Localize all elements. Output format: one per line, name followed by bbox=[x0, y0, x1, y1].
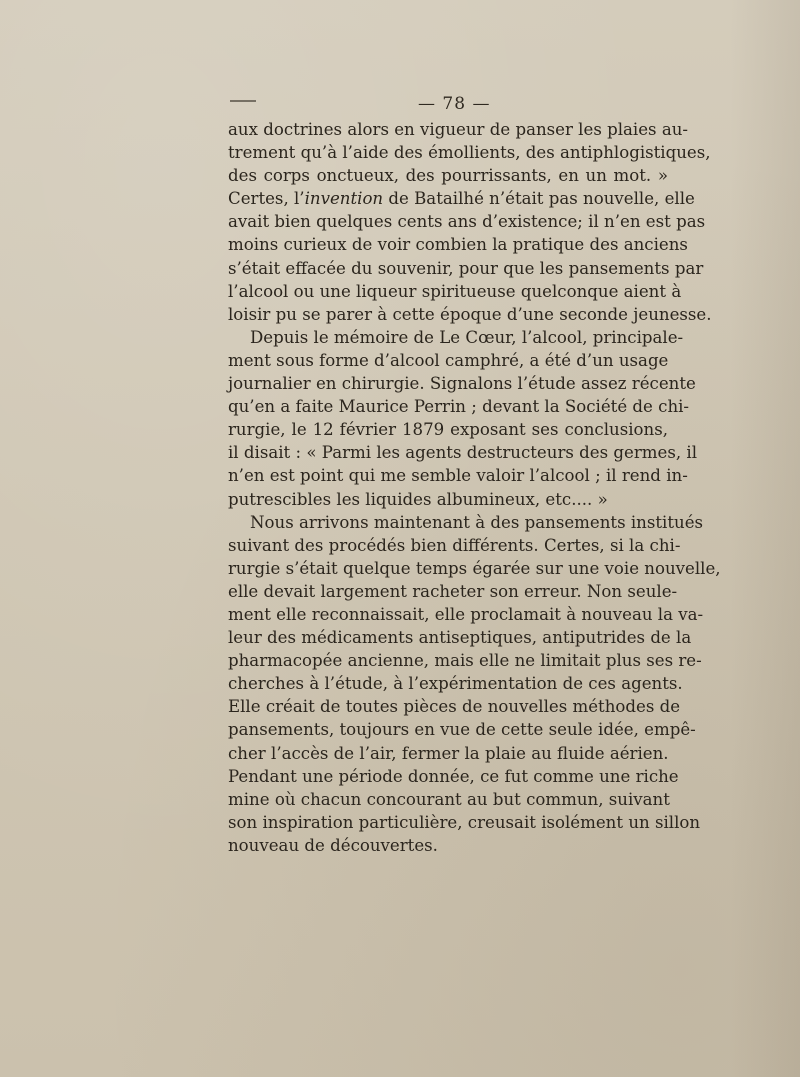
text-line: Elle créait de toutes pièces de nouvelles méthodes de bbox=[228, 697, 681, 717]
text-line: qu’en a faite Maurice Perrin ; devant la Société de chi- bbox=[228, 397, 690, 417]
text-line: avait bien quelques cents ans d’existence; il n’en est pas bbox=[228, 212, 706, 232]
text-line: il disait : « Parmi les agents destructeurs des germes, il bbox=[228, 443, 698, 463]
text-line: ment elle reconnaissait, elle proclamait à nouveau la va- bbox=[228, 604, 704, 624]
text-line: l’alcool ou une liqueur spiritueuse quelconque aient à bbox=[228, 281, 682, 301]
text-line: moins curieux de voir combien la pratique des anciens bbox=[228, 235, 688, 255]
text-line: n’en est point qui me semble valoir l’alcool ; il rend in- bbox=[228, 466, 688, 486]
text-line: Pendant une période donnée, ce fut comme une riche bbox=[228, 766, 679, 786]
italic-word: invention bbox=[304, 189, 384, 209]
body-text bbox=[228, 118, 721, 857]
text-line: mine où chacun concourant au but commun, suivant bbox=[228, 789, 670, 809]
text-line: suivant des procédés bien différents. Certes, si la chi- bbox=[228, 535, 681, 555]
text-line: cherches à l’étude, à l’expérimentation de ces agents. bbox=[228, 674, 683, 694]
text-segment: de Batailhé n’était pas nouvelle, elle bbox=[383, 189, 695, 209]
text-line bbox=[228, 187, 695, 210]
text-segment: Certes, l’ bbox=[228, 189, 305, 209]
text-line: trement qu’à l’aide des émollients, des antiphlogistiques, bbox=[228, 143, 711, 163]
text-line: elle devait largement racheter son erreur. Non seule- bbox=[228, 581, 678, 601]
text-line: des corps onctueux, des pourrissants, en un mot. » bbox=[228, 166, 668, 186]
text-line: pharmacopée ancienne, mais elle ne limitait plus ses re- bbox=[228, 651, 702, 671]
text-line: aux doctrines alors en vigueur de panser les plaies au- bbox=[228, 120, 689, 139]
text-line: putrescibles les liquides albumineux, etc.... » bbox=[228, 489, 608, 509]
text-line: ment sous forme d’alcool camphré, a été d’un usage bbox=[228, 350, 669, 370]
text-line: nouveau de découvertes. bbox=[228, 835, 438, 855]
ink-mark bbox=[230, 100, 256, 102]
text-line: Depuis le mémoire de Le Cœur, l’alcool, principale- bbox=[250, 327, 684, 347]
page-number: — 78 — bbox=[418, 94, 491, 114]
text-line: rurgie s’était quelque temps égarée sur une voie nouvelle, bbox=[228, 558, 721, 578]
text-line: pansements, toujours en vue de cette seule idée, empê- bbox=[228, 720, 696, 740]
text-line: rurgie, le 12 février 1879 exposant ses conclusions, bbox=[228, 420, 668, 440]
text-line: son inspiration particulière, creusait isolément un sillon bbox=[228, 812, 701, 832]
text-line: leur des médicaments antiseptiques, antiputrides de la bbox=[228, 628, 692, 648]
text-line: journalier en chirurgie. Signalons l’étude assez récente bbox=[228, 374, 696, 394]
text-line: s’était effacée du souvenir, pour que les pansements par bbox=[228, 258, 704, 278]
page-edge-shadow bbox=[730, 0, 800, 1077]
text-line: Nous arrivons maintenant à des pansements institués bbox=[250, 512, 704, 532]
text-line: loisir pu se parer à cette époque d’une seconde jeunesse. bbox=[228, 304, 712, 324]
text-line: cher l’accès de l’air, fermer la plaie au fluide aérien. bbox=[228, 743, 669, 763]
